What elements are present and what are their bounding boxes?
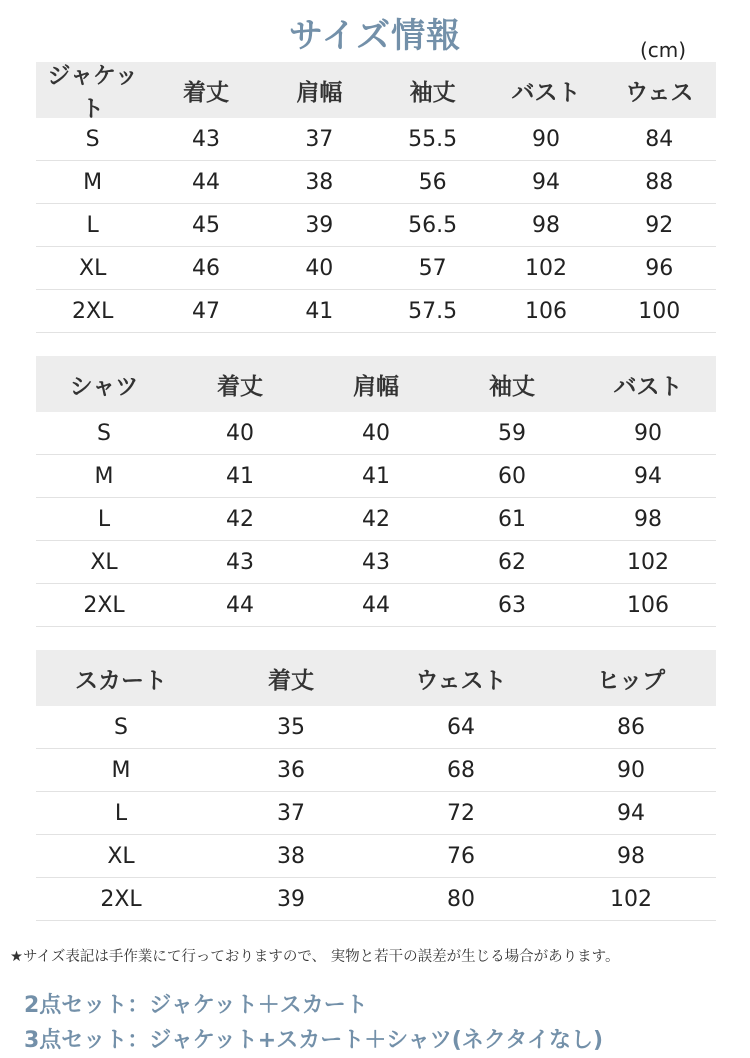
table-cell: 56 (418, 169, 447, 195)
table-cell: 56.5 (408, 212, 458, 238)
table-cell: 47 (191, 298, 220, 324)
table-cell: 43 (226, 549, 254, 575)
table-cell: 98 (531, 212, 560, 238)
table-cell: 98 (617, 843, 645, 869)
table-row (36, 204, 716, 247)
set-info-2pc: 2点セット：ジャケット＋スカート (24, 993, 368, 1018)
header-cell: バスト (511, 79, 581, 106)
table-row (36, 541, 716, 584)
table-row (36, 290, 716, 333)
header-cell: 着丈 (182, 79, 229, 106)
table-cell: 64 (447, 714, 475, 740)
table-cell: 41 (226, 463, 254, 489)
table-cell: 102 (627, 549, 669, 575)
table-row (36, 584, 716, 627)
table-cell: M (83, 169, 103, 195)
table-cell: 46 (191, 255, 220, 281)
table-cell: 106 (627, 592, 669, 618)
table-row (36, 498, 716, 541)
table-cell: 94 (617, 800, 645, 826)
measurement-note: ★サイズ表記は手作業にて行っておりますので、 実物と若干の誤差が生じる場合があります。 (10, 949, 620, 965)
table-cell: 37 (277, 800, 305, 826)
table-row (36, 118, 716, 161)
table-cell: 44 (362, 592, 390, 618)
table-cell: 44 (226, 592, 254, 618)
table-cell: 76 (447, 843, 475, 869)
table-cell: S (85, 126, 100, 152)
table-cell: 2XL (100, 886, 142, 912)
table-cell: S (97, 420, 111, 446)
table-cell: 98 (634, 506, 662, 532)
header-cell: ウェスト (415, 667, 507, 694)
table-cell: 96 (645, 255, 674, 281)
table-row (36, 878, 716, 921)
table-cell: L (97, 506, 111, 532)
unit-label: (cm) (640, 38, 687, 62)
table-row (36, 706, 716, 749)
table-cell: 40 (362, 420, 390, 446)
header-cell: 肩幅 (353, 373, 399, 400)
table-cell: 42 (226, 506, 254, 532)
table-cell: 40 (305, 255, 334, 281)
table-cell: 57.5 (408, 298, 458, 324)
table-cell: 72 (447, 800, 475, 826)
page-title: サイズ情報 (288, 16, 462, 56)
table-cell: XL (90, 549, 118, 575)
table-row (36, 161, 716, 204)
table-cell: 92 (645, 212, 674, 238)
table-cell: 80 (447, 886, 475, 912)
set-info-3pc: 3点セット：ジャケット+スカート＋シャツ(ネクタイなし) (24, 1028, 603, 1053)
table-header (36, 650, 716, 706)
table-cell: 2XL (83, 592, 125, 618)
table-cell: 42 (362, 506, 390, 532)
table-cell: 68 (447, 757, 475, 783)
table-cell: 35 (277, 714, 305, 740)
table-cell: 63 (498, 592, 526, 618)
table-cell: M (94, 463, 114, 489)
header-cell: 着丈 (268, 667, 314, 694)
table-cell: 106 (524, 298, 567, 324)
table-cell: 37 (305, 126, 334, 152)
table-cell: 39 (277, 886, 305, 912)
table-cell: 86 (617, 714, 645, 740)
header-cell: 肩幅 (296, 79, 343, 106)
table-cell: 2XL (72, 298, 114, 324)
table-cell: S (114, 714, 128, 740)
table-cell: L (86, 212, 99, 238)
table-cell: 100 (638, 298, 681, 324)
header-cell: 袖丈 (489, 373, 535, 400)
table-row (36, 749, 716, 792)
table-row (36, 835, 716, 878)
table-cell: 90 (531, 126, 560, 152)
table-row (36, 792, 716, 835)
table-cell: M (111, 757, 131, 783)
table-cell: 84 (645, 126, 674, 152)
table-header (36, 62, 716, 122)
table-cell: 41 (362, 463, 390, 489)
table-cell: 38 (305, 169, 334, 195)
table-cell: 94 (531, 169, 560, 195)
table-row (36, 455, 716, 498)
header-cell: バスト (613, 373, 683, 400)
header-cell: ジャケット (47, 63, 138, 122)
table-cell: XL (79, 255, 107, 281)
table-cell: 55.5 (408, 126, 458, 152)
table-cell: 43 (362, 549, 390, 575)
table-row (36, 412, 716, 455)
table-cell: 102 (524, 255, 567, 281)
jacket-size-table (36, 62, 716, 333)
table-cell: 41 (305, 298, 334, 324)
table-cell: 40 (226, 420, 254, 446)
table-cell: 57 (418, 255, 447, 281)
header-cell: スカート (75, 667, 167, 694)
table-cell: 90 (617, 757, 645, 783)
table-cell: L (114, 800, 128, 826)
table-cell: 44 (191, 169, 220, 195)
table-cell: 102 (610, 886, 652, 912)
table-cell: XL (107, 843, 135, 869)
table-cell: 38 (277, 843, 305, 869)
table-cell: 36 (277, 757, 305, 783)
table-cell: 45 (191, 212, 220, 238)
table-cell: 60 (498, 463, 526, 489)
table-header (36, 356, 716, 412)
header-cell: 着丈 (217, 373, 263, 400)
table-cell: 90 (634, 420, 662, 446)
header-cell: 袖丈 (409, 79, 456, 106)
table-cell: 39 (305, 212, 334, 238)
table-cell: 62 (498, 549, 526, 575)
header-cell: ウェス (625, 79, 694, 106)
table-cell: 94 (634, 463, 662, 489)
header-cell: ヒップ (596, 667, 666, 694)
table-cell: 61 (498, 506, 526, 532)
table-cell: 43 (191, 126, 220, 152)
shirt-size-table (36, 356, 716, 627)
table-cell: 59 (498, 420, 526, 446)
table-row (36, 247, 716, 290)
skirt-size-table (36, 650, 716, 921)
table-cell: 88 (645, 169, 674, 195)
header-cell: シャツ (69, 373, 139, 400)
